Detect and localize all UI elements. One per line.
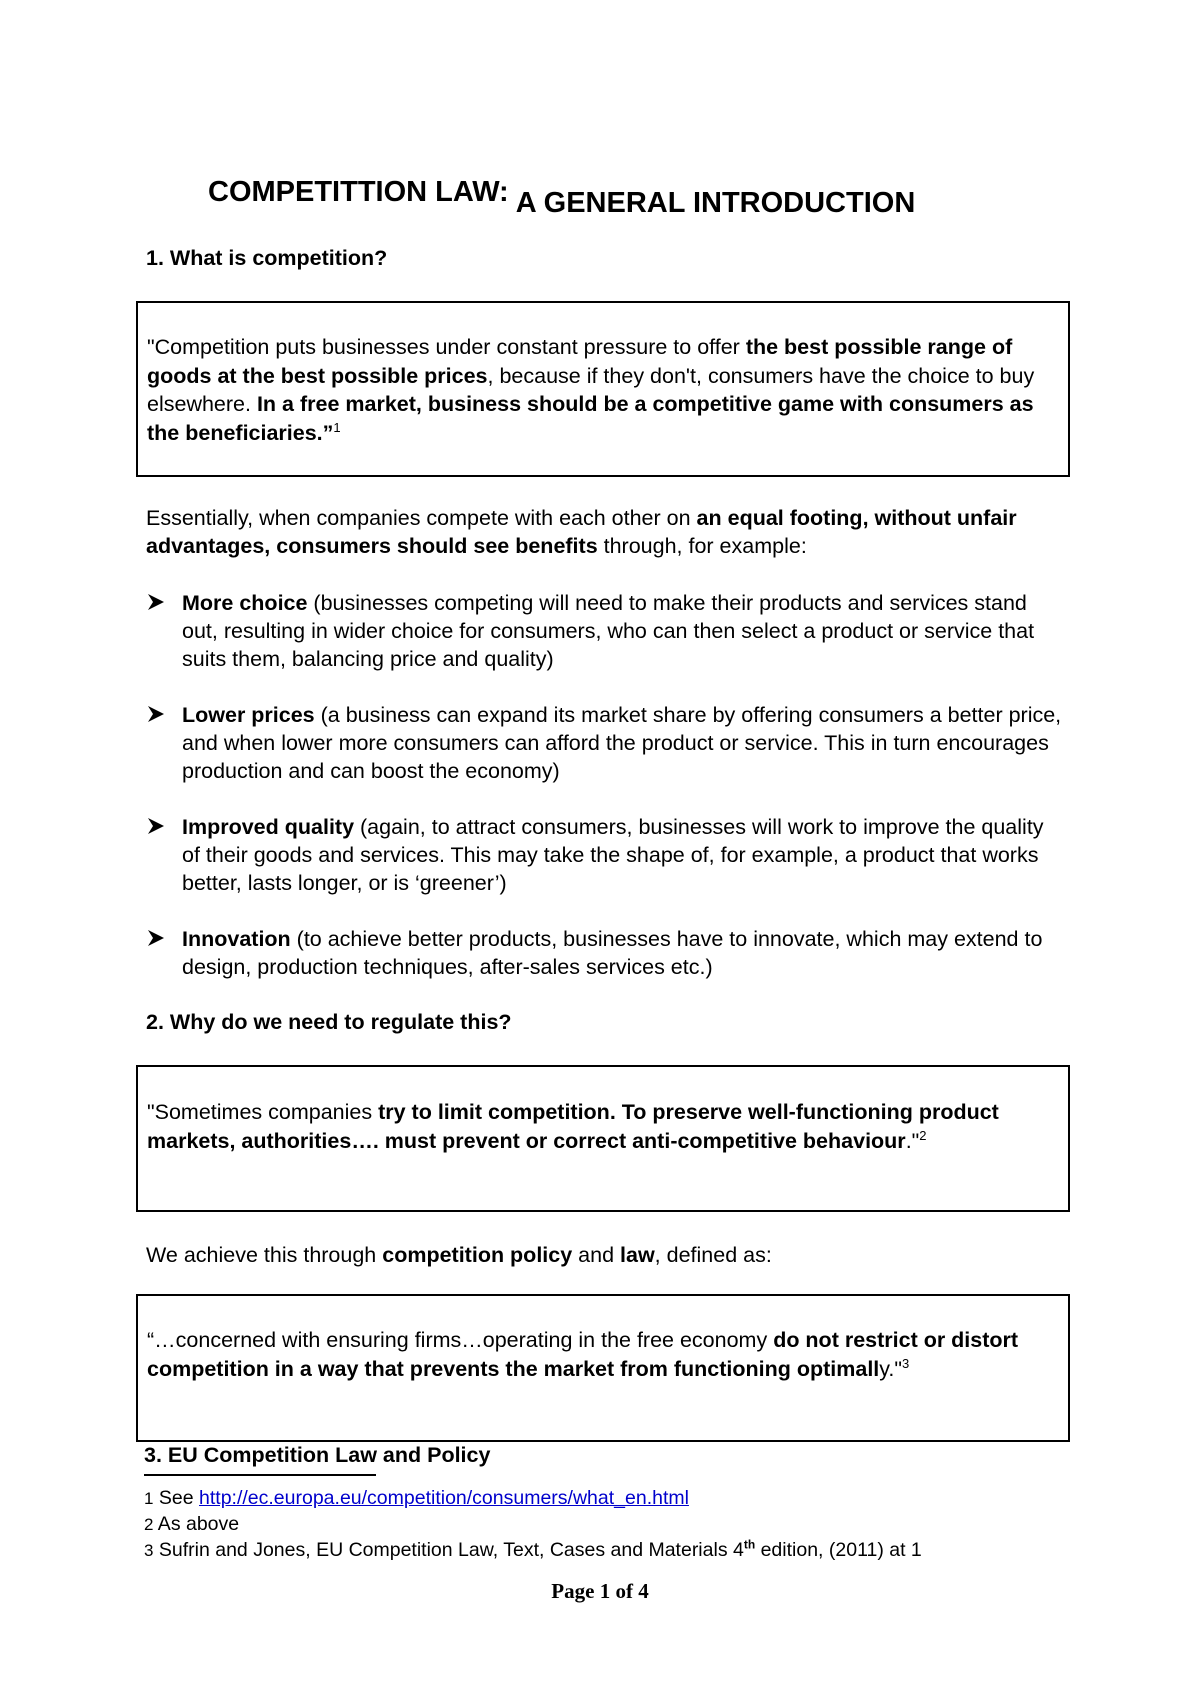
footnote-separator <box>144 1474 376 1476</box>
title-part2: A GENERAL INTRODUCTION <box>515 187 916 219</box>
quote-3-text: “…concerned with ensuring firms…operating in the free economy do not restrict or distort competition in a way that prevents the market from functioning optimally."$^3$ <box>147 1328 1019 1381</box>
section2-heading: 2. Why do we need to regulate this? <box>146 1010 512 1034</box>
document-page: COMPETITTION LAW: A GENERAL INTRODUCTION 1. What is competition? "Competition puts businesses under constant pressure to offer the best possible range of goods at the best possible prices, because if they don't, consumers have the choice to buy elsewhere. In a free market, business should be a competitive game with consumers as the beneficiaries.”$^1$ Essentially, when companies compete with each other on an equal footing, without unfair advantages, consumers should see benefits through, for example: More choice (businesses competing will need to make their products and services stand out, resulting in wider choice for consumers, who can then select a product or service that suits them, balancing price and quality) Lower prices (a business can expand its market share by offering consumers a better price, and when lower more consumers can afford the product or service. This in turn encourages production and can boost the economy) Improved quality (again, to attract consumers, businesses will work to improve the quality of their goods and services. This may take the shape of, for example, a product that works better, lasts longer, or is ‘greener’) Innovation (to achieve better products, businesses have to innovate, which may extend to design, production techniques, after-sales services etc.) 2. Why do we need to regulate this? "Sometimes companies try to limit competition. To preserve well-functioning product markets, authorities…. must prevent or correct anti-competitive behaviour."$^2$ We achieve this through competition policy and law, defined as: “…concerned with ensuring firms…operating in the free economy do not restrict or distort competition in a way that prevents the market from functioning optimally."$^3$ 3. EU Competition Law and Policy 1 See http://ec.europa.eu/competition/consumers/what_en.html 2 As above 3 Sufrin and Jones, EU Competition Law, Text, Cases and Materials 4th edition, (2011) at 1 Page 1 of 4 <box>0 0 1200 1698</box>
section3-heading: 3. EU Competition Law and Policy <box>144 1443 491 1467</box>
quote-1-text: "Competition puts businesses under constant pressure to offer the best possible range of goods at the best possible prices, because if they don't, consumers have the choice to buy elsewhere. In a free market, business should be a competitive game with consumers as the beneficiaries.”$^1$ <box>147 335 1035 445</box>
footnote-link[interactable]: http://ec.europa.eu/competition/consumers/what_en.html <box>199 1487 689 1509</box>
quote-2-text: "Sometimes companies try to limit competition. To preserve well-functioning product markets, authorities…. must prevent or correct anti-competitive behaviour."$^2$ <box>147 1100 999 1153</box>
section2-intro: We achieve this through competition policy and law, defined as: <box>146 1243 772 1267</box>
arrowhead-bullet-icon <box>146 928 166 948</box>
quote-box-3 <box>136 1294 1070 1442</box>
footnote-ref-2: 2 <box>919 1127 927 1143</box>
footnote-1: 1 See http://ec.europa.eu/competition/consumers/what_en.html <box>144 1487 689 1509</box>
footnote-ref-3: 3 <box>902 1355 910 1371</box>
footnote-2: 2 As above <box>144 1513 240 1535</box>
document-title <box>208 176 916 219</box>
arrowhead-bullet-icon <box>146 704 166 724</box>
quote-box-1 <box>136 301 1070 477</box>
title-part1: COMPETITTION LAW: <box>208 176 509 208</box>
arrowhead-bullet-icon <box>146 592 166 612</box>
footnote-ref-1: 1 <box>333 419 341 435</box>
arrowhead-bullet-icon <box>146 816 166 836</box>
section1-heading: 1. What is competition? <box>146 246 388 270</box>
quote-box-2 <box>136 1065 1070 1212</box>
section1-intro: Essentially, when companies compete with each other on an equal footing, without unfair advantages, consumers should see benefits through, for example: <box>146 506 1017 558</box>
page-number: Page 1 of 4 <box>551 1579 649 1603</box>
footnote-3: 3 Sufrin and Jones, EU Competition Law, Text, Cases and Materials 4th edition, (2011) at 1 <box>144 1537 922 1561</box>
